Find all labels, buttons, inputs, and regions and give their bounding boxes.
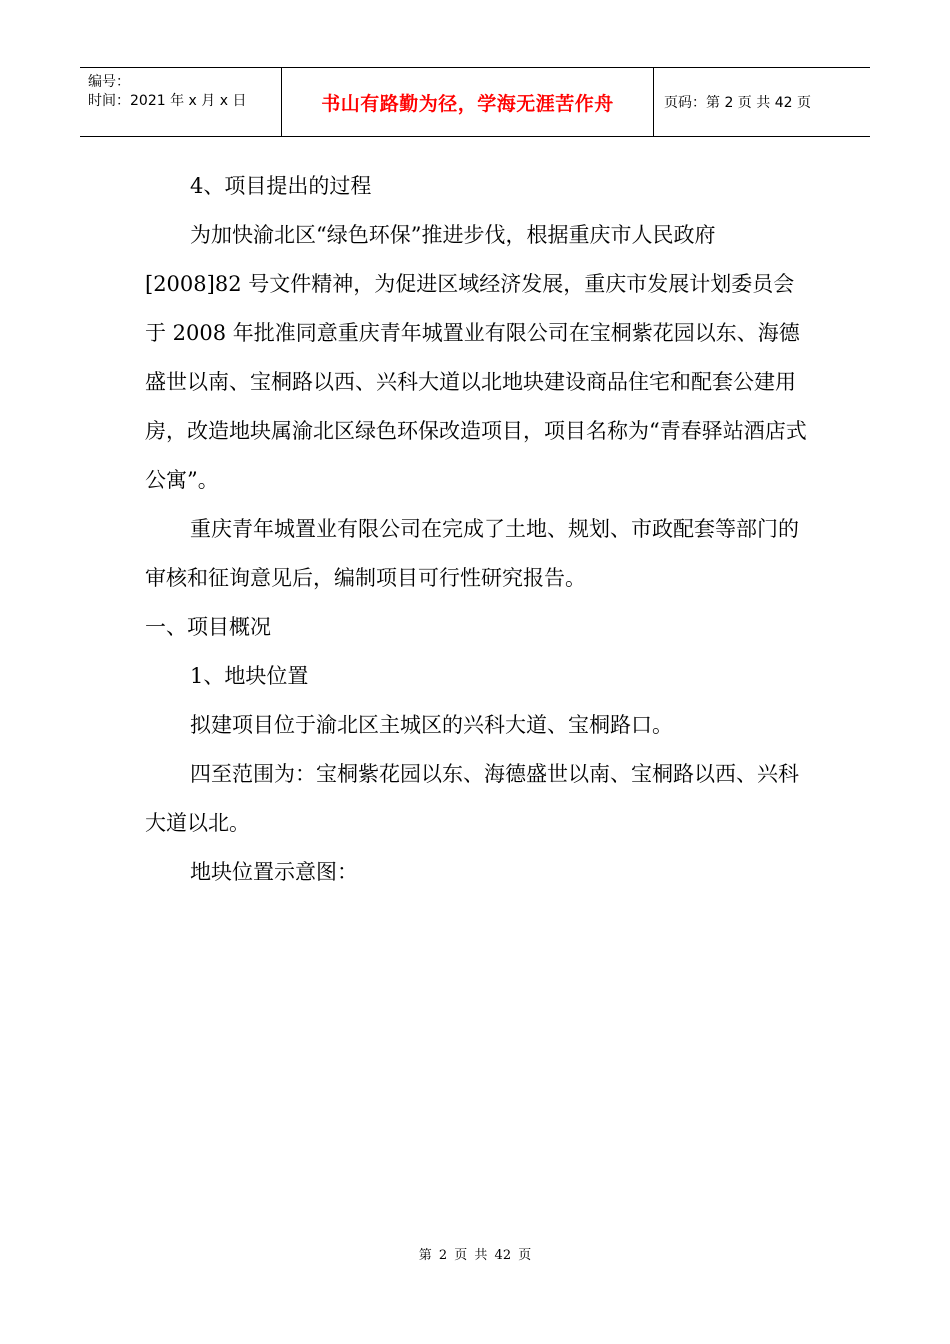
body-paragraph: 为加快渝北区“绿色环保”推进步伐，根据重庆市人民政府[2008]82 号文件精神，为促进区域经济发展，重庆市发展计划委员会于 2008 年批准同意重庆青年城置业有限公司在宝桐紫花园以东、海德盛世以南、宝桐路以西、兴科大道以北地块建设商品住宅和配套公建用房，改造地块属渝北区绿色环保改造项目，项目名称为“青春驿站酒店式公寓”。 bbox=[145, 223, 807, 492]
figure-caption: 地块位置示意图： bbox=[190, 860, 358, 884]
header-meta bbox=[80, 68, 282, 136]
document-number-label: 编号： bbox=[88, 74, 130, 90]
document-body bbox=[145, 162, 810, 897]
body-paragraph: 四至范围为：宝桐紫花园以东、海德盛世以南、宝桐路以西、兴科大道以北。 bbox=[145, 762, 799, 835]
section-heading: 1、地块位置 bbox=[190, 664, 309, 688]
page-footer: 第 2 页 共 42 页 bbox=[418, 1248, 532, 1263]
body-paragraph: 重庆青年城置业有限公司在完成了土地、规划、市政配套等部门的审核和征询意见后，编制项目可行性研究报告。 bbox=[145, 517, 799, 590]
header-motto: 书山有路勤为径，学海无涯苦作舟 bbox=[282, 68, 654, 136]
body-paragraph: 拟建项目位于渝北区主城区的兴科大道、宝桐路口。 bbox=[190, 713, 673, 737]
section-heading: 4、项目提出的过程 bbox=[190, 174, 372, 198]
header-page-info: 页码：第 2 页 共 42 页 bbox=[664, 95, 811, 111]
chapter-heading: 一、项目概况 bbox=[145, 615, 271, 639]
document-header bbox=[80, 67, 870, 137]
document-date-label: 时间：2021 年 x 月 x 日 bbox=[88, 93, 247, 109]
